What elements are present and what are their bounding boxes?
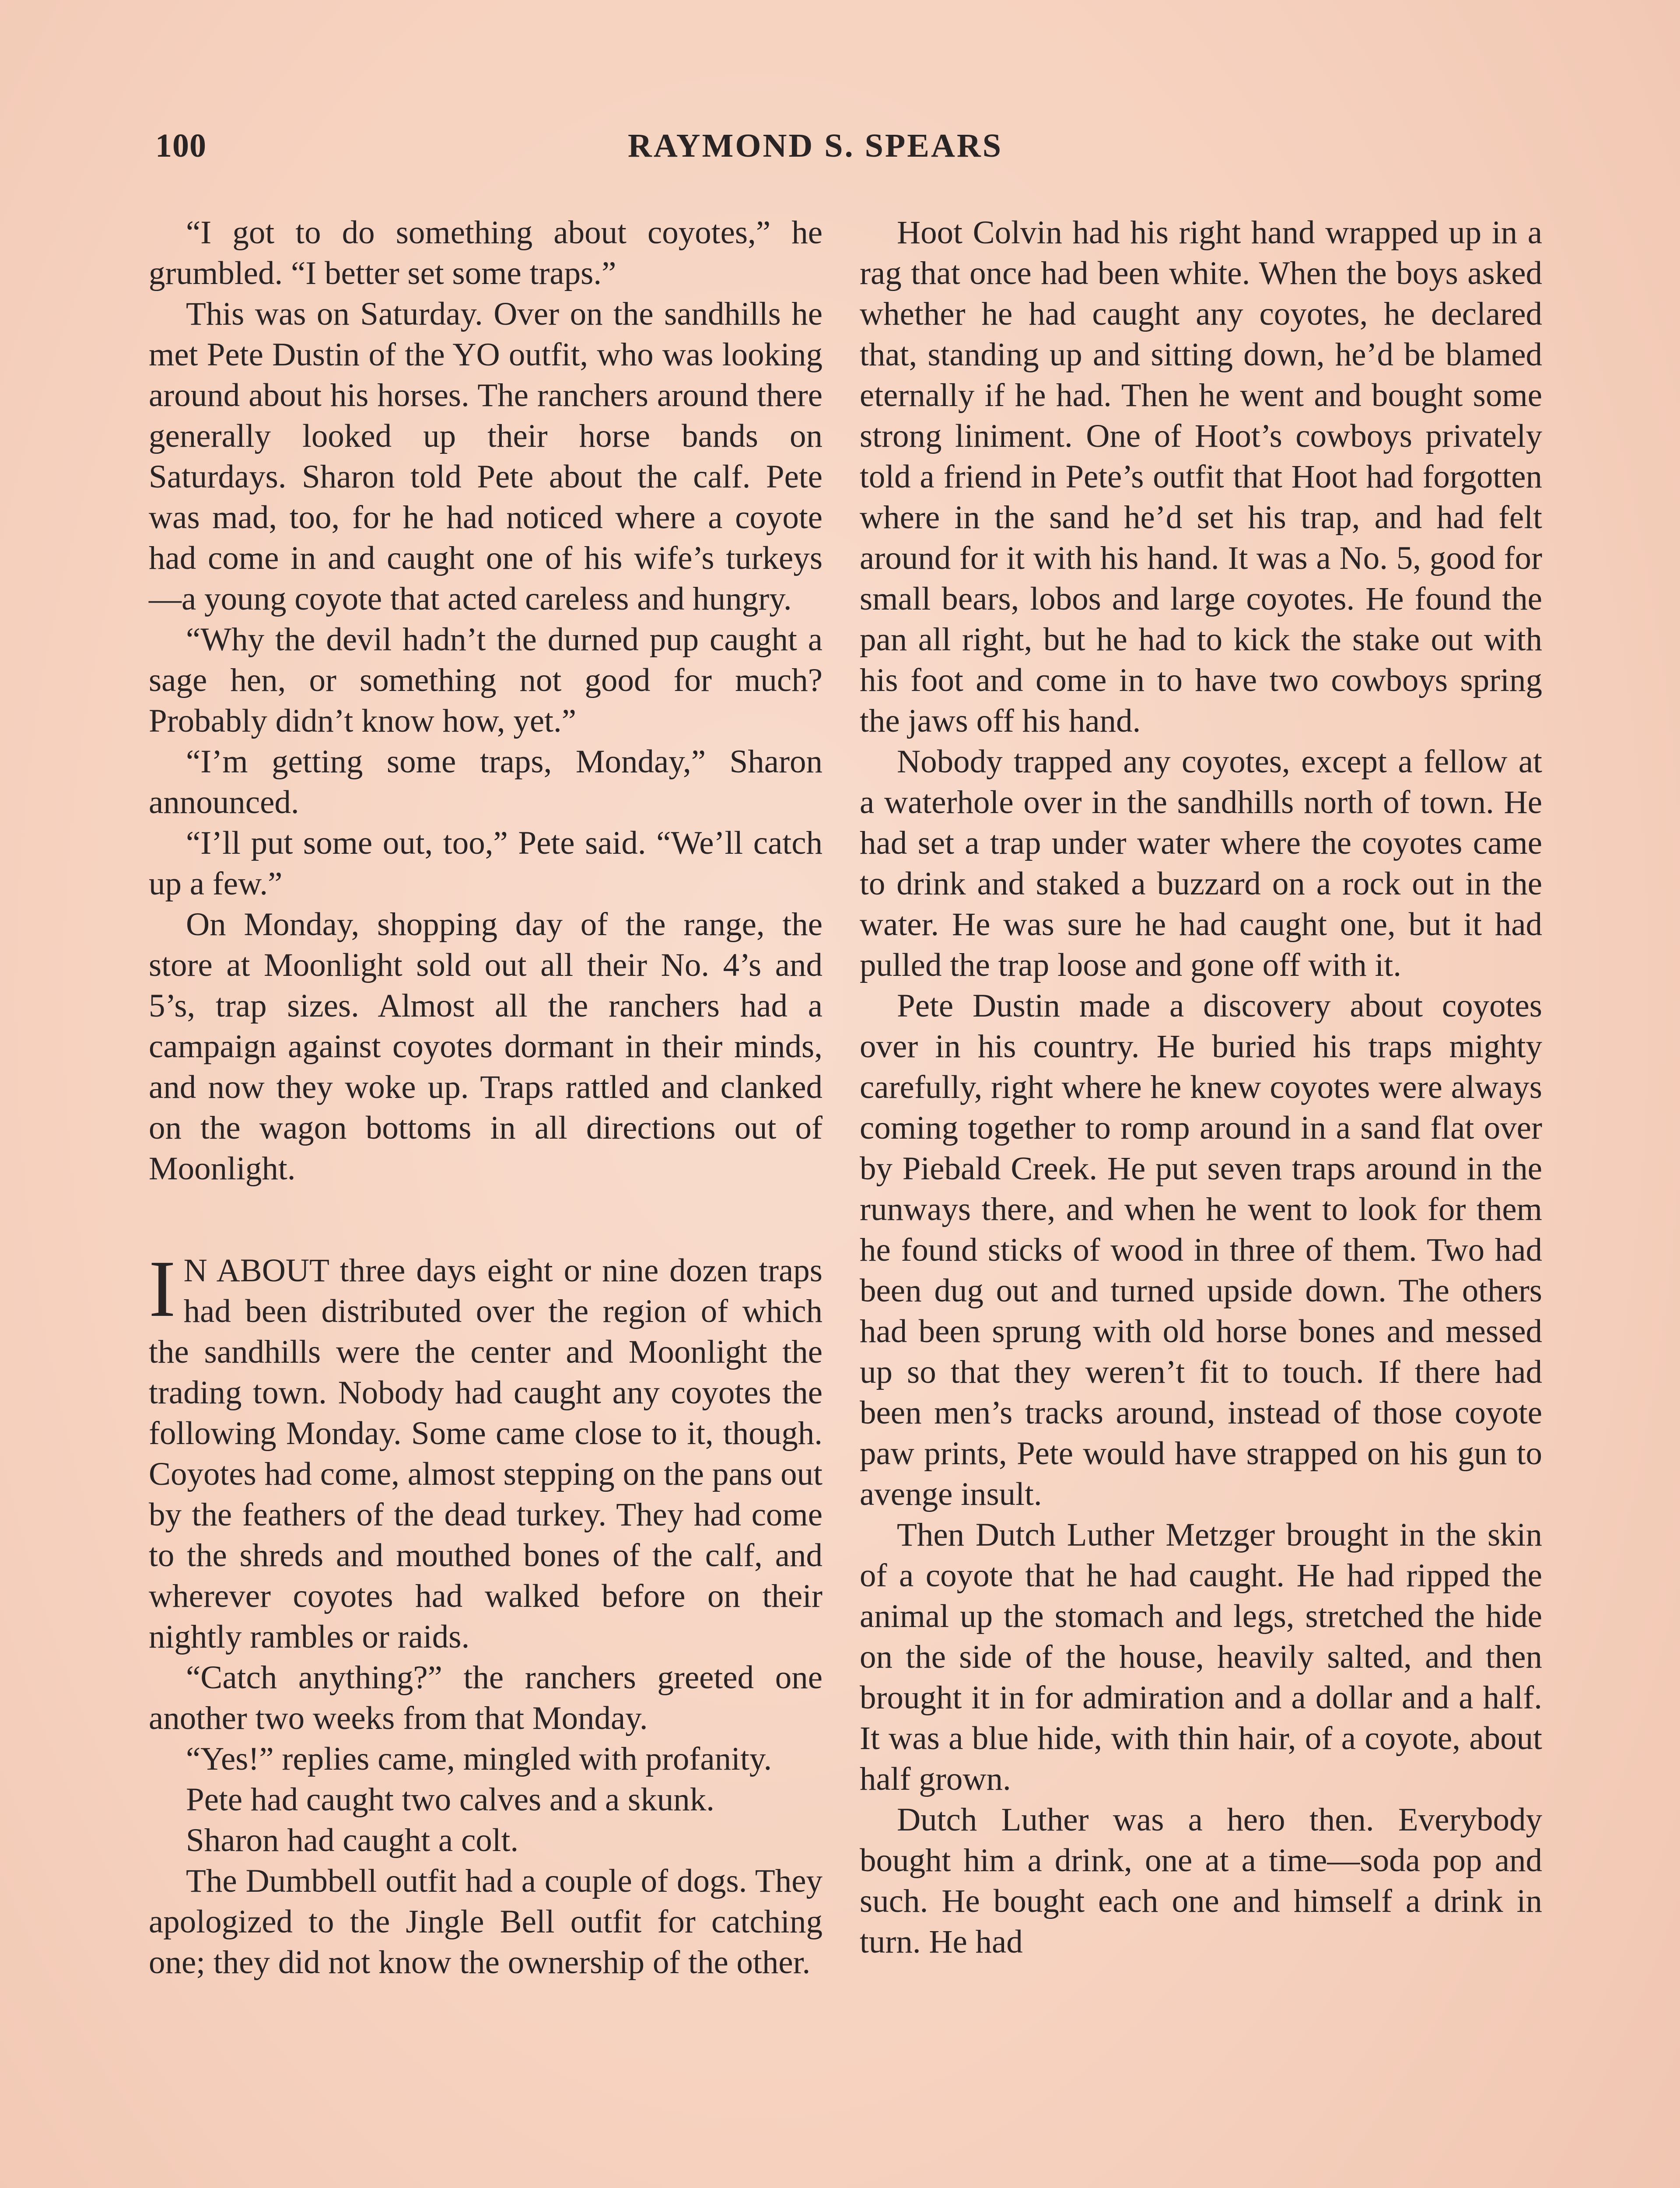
paragraph: On Monday, shopping day of the range, the store at Moonlight sold out all their No. 4’s and 5’s, trap sizes. Almost all the ranchers had a campaign against coyotes dormant in their minds, and now they woke up. Traps rattled and clanked on the wagon bottoms in all directions out of Moonlight. xyxy=(149,906,822,1187)
paragraph: Hoot Colvin had his right hand wrapped up in a rag that once had been white. When the boys asked whether he had caught any coyotes, he declared that, standing up and sitting down, he’d be blamed eternally if he had. Then he went and bought some strong liniment. One of Hoot’s cowboys privately told a friend in Pete’s outfit that Hoot had forgotten where in the sand he’d set his trap, and had felt around for it with his hand. It was a No. 5, good for small bears, lobos and large coyotes. He found the pan all right, but he had to kick the stake out with his foot and come in to have two cowboys spring the jaws off his hand. xyxy=(860,214,1542,739)
running-title: RAYMOND S. SPEARS xyxy=(628,127,1003,164)
paragraph: “I got to do something about coyotes,” he grumbled. “I better set some traps.” xyxy=(149,214,822,291)
left-column xyxy=(149,212,822,1983)
paragraph: “Catch anything?” the ranchers greeted one another two weeks from that Monday. xyxy=(149,1659,822,1736)
page-header xyxy=(155,127,1096,175)
paragraph: Then Dutch Luther Metzger brought in the skin of a coyote that he had caught. He had ripped the animal up the stomach and legs, stretched the hide on the side of the house, heavily salted, and then brought it in for admiration and a dollar and a half. It was a blue hide, with thin hair, of a coyote, about half grown. xyxy=(860,1517,1542,1797)
paragraph: This was on Saturday. Over on the sandhills he met Pete Dustin of the YO outfit, who was looking around about his horses. The ranchers around there generally looked up their horse bands on Saturdays. Sharon told Pete about the calf. Pete was mad, too, for he had noticed where a coyote had come in and caught one of his wife’s turkeys—a young coyote that acted careless and hungry. xyxy=(149,296,822,617)
paragraph: The Dumbbell outfit had a couple of dogs. They apologized to the Jingle Bell outfit for catching one; they did not know the ownership of the other. xyxy=(149,1863,822,1981)
drop-cap: I xyxy=(149,1244,176,1334)
section-opening-text: N ABOUT three days eight or nine dozen traps had been distributed over the region of which the sandhills were the center and Moonlight the trading town. Nobody had caught any coyotes the following Monday. Some came close to it, though. Coyotes had come, almost stepping on the pans out by the feathers of the dead turkey. They had come to the shreds and mouthed bones of the calf, and wherever coyotes had walked before on their nightly rambles or raids. xyxy=(149,1252,822,1655)
paragraph: Pete had caught two calves and a skunk. xyxy=(186,1781,714,1818)
paragraph: Pete Dustin made a discovery about coyotes over in his country. He buried his traps mighty carefully, right where he knew coyotes were always coming together to romp around in a sand flat over by Piebald Creek. He put seven traps around in the runways there, and when he went to look for them he found sticks of wood in three of them. Two had been dug out and turned upside down. The others had been sprung with old horse bones and messed up so that they weren’t fit to touch. If there had been men’s tracks around, instead of those coyote paw prints, Pete would have strapped on his gun to avenge insult. xyxy=(860,988,1542,1512)
section-opening-paragraph xyxy=(149,1244,822,1657)
paragraph: Nobody trapped any coyotes, except a fellow at a waterhole over in the sandhills north of town. He had set a trap under water where the coyotes came to drink and staked a buzzard on a rock out in the water. He was sure he had caught one, but it had pulled the trap loose and gone off with it. xyxy=(860,743,1542,983)
paragraph: “I’ll put some out, too,” Pete said. “We’ll catch up a few.” xyxy=(149,825,822,902)
page-number: 100 xyxy=(155,127,206,164)
paragraph: Dutch Luther was a hero then. Everybody bought him a drink, one at a time—soda pop and such. He bought each one and himself a drink in turn. He had xyxy=(860,1802,1542,1960)
right-column xyxy=(860,212,1542,1962)
paragraph: Sharon had caught a colt. xyxy=(186,1822,519,1858)
paragraph: “Yes!” replies came, mingled with profanity. xyxy=(186,1741,772,1777)
section-break xyxy=(149,1189,822,1250)
paragraph: “Why the devil hadn’t the durned pup caught a sage hen, or something not good for much? Probably didn’t know how, yet.” xyxy=(149,621,822,739)
paragraph: “I’m getting some traps, Monday,” Sharon announced. xyxy=(149,743,822,820)
